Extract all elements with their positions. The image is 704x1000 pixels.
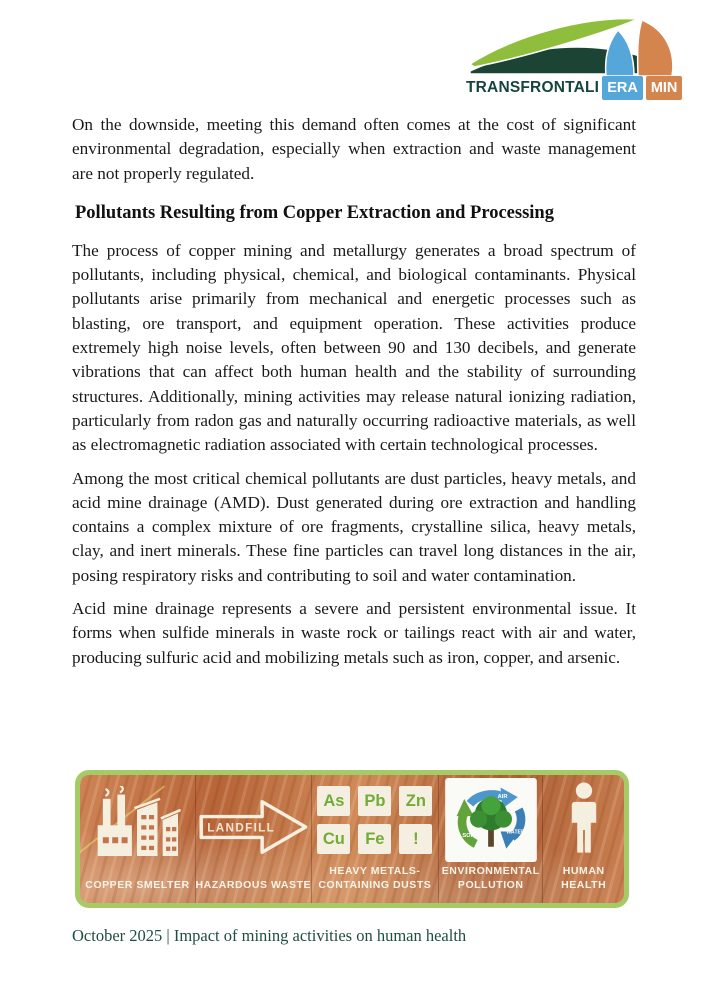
article-body [72,113,636,679]
logo-wordmark [466,76,682,100]
intro-paragraph: On the downside, meeting this demand often comes at the cost of significant environmental degradation, especially when extraction and waste management are not properly regulated. [72,115,636,183]
logo-badge-min: MIN [646,76,683,100]
cycle-label-water: WATER [505,829,525,836]
cycle-label-air: AIR [497,794,508,801]
landfill-arrow-label: LANDFILL [207,821,275,835]
section-heading: Pollutants Resulting from Copper Extraction and Processing [75,202,554,223]
banner-section-hazardous-waste [196,775,312,903]
logo-badge-era: ERA [602,76,643,100]
section-label-hazardous-waste: HAZARDOUS WASTE [195,878,312,891]
person-icon [543,775,624,865]
brand-logo [466,14,682,102]
physical-pollutants-paragraph: The process of copper mining and metallurgy generates a broad spectrum of pollutants, including physical, chemical, and biological contaminants. Physical pollutants arise primarily from mechanical and energetic processes such as blasting, ore transport, and equipment operation. These activities produce extremely high noise levels, often between 90 and 130 decibels, and generate vibrations that can affect both human health and the stability of surrounding structures. Additionally, mining activities may release natural ionizing radiation, particularly from radon gas and naturally occurring radioactive materials, as well as electromagnetic radiation associated with certain technological processes. [72,240,636,455]
element-tile-pb: Pb [358,786,391,816]
section-label-copper-smelter: COPPER SMELTER [85,878,190,891]
element-tiles [312,775,438,865]
element-tile-warning: ! [399,824,432,854]
pollution-pathway-banner [75,770,629,908]
section-label-human-health: HUMAN HEALTH [561,865,607,891]
cycle-label-soil: SOIL [462,833,476,840]
banner-section-copper-smelter [80,775,196,903]
element-tile-cu: Cu [317,824,350,854]
banner-section-environmental-pollution [439,775,543,903]
recycle-tree-icon [439,775,542,865]
logo-text-transfrontali: TRANSFRONTALI [466,79,600,96]
section-label-heavy-metals: HEAVY METALS- CONTAINING DUSTS [318,865,432,891]
landfill-arrow-icon [196,775,311,879]
element-tile-as: As [317,786,350,816]
footer-text: October 2025 | Impact of mining activities on human health [72,926,467,945]
acid-mine-drainage-paragraph: Acid mine drainage represents a severe and persistent environmental issue. It forms when sulfide minerals in waste rock or tailings react with air and water, producing sulfuric acid and mobilizing metals such as iron, copper, and arsenic. [72,599,636,667]
page-footer [72,926,466,946]
factory-icon [80,775,195,879]
logo-swoosh-icon [466,14,682,76]
element-tile-fe: Fe [358,824,391,854]
section-label-environmental-pollution: ENVIRONMENTAL POLLUTION [441,865,540,891]
banner-section-heavy-metals [312,775,439,903]
banner-section-human-health [543,775,624,903]
chemical-pollutants-paragraph: Among the most critical chemical pollutants are dust particles, heavy metals, and acid mine drainage (AMD). Dust generated during ore extraction and handling contains a complex mixture of ore fragments, crystalline silica, heavy metals, clay, and inert minerals. These fine particles can travel long distances in the air, posing respiratory risks and contributing to soil and water contamination. [72,468,636,585]
element-tile-zn: Zn [399,786,432,816]
